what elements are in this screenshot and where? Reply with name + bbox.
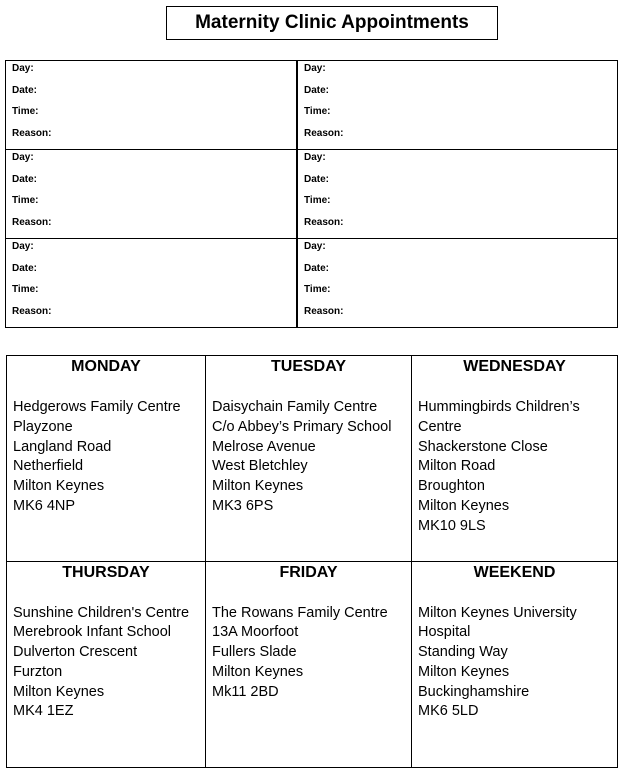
- clinic-address-line: Milton Keynes: [13, 478, 105, 495]
- clinic-address-line: Hummingbirds Children’s: [418, 399, 580, 415]
- clinic-address-line: Milton Keynes: [418, 497, 510, 514]
- clinic-monday: [7, 356, 206, 562]
- appointment-field-label: Date:: [304, 173, 330, 185]
- clinic-wednesday: [412, 356, 617, 562]
- appointment-field-label: Reason:: [12, 216, 52, 228]
- clinic-day-heading: TUESDAY: [271, 358, 346, 375]
- clinic-address-line: Hedgerows Family Centre: [13, 399, 181, 415]
- clinic-address-line: The Rowans Family Centre: [212, 604, 388, 621]
- clinic-address-line: Milton Keynes: [212, 478, 304, 495]
- clinic-address-line: West Bletchley: [212, 458, 308, 475]
- clinic-address-line: Milton Keynes University: [418, 604, 577, 621]
- clinic-address-line: MK3 6PS: [212, 497, 274, 514]
- appointment-slot: [6, 150, 298, 239]
- clinic-address-line: MK6 4NP: [13, 497, 76, 514]
- appointment-field-label: Reason:: [12, 305, 52, 317]
- appointment-slot: [298, 150, 617, 239]
- clinic-day-heading: FRIDAY: [279, 563, 338, 581]
- clinic-address-line: Melrose Avenue: [212, 438, 316, 455]
- clinic-address-line: Centre: [418, 418, 462, 435]
- clinic-address-line: Shackerstone Close: [418, 438, 548, 455]
- clinic-address-line: Dulverton Crescent: [13, 644, 138, 661]
- appointment-field-label: Day:: [304, 152, 326, 163]
- appointment-slot: [298, 61, 617, 150]
- appointment-field-label: Date:: [12, 84, 38, 96]
- clinic-address-line: Milton Keynes: [212, 663, 304, 680]
- appointment-field-label: Date:: [12, 262, 38, 274]
- clinic-address-line: Buckinghamshire: [418, 683, 530, 700]
- clinic-address-line: MK4 1EZ: [13, 703, 74, 720]
- appointment-field-label: Date:: [12, 173, 38, 185]
- clinic-address-line: Fullers Slade: [212, 644, 297, 661]
- appointment-grid: [5, 60, 618, 328]
- clinic-day-heading: MONDAY: [71, 358, 141, 375]
- clinic-address-line: Furzton: [13, 663, 63, 680]
- clinic-address-line: C/o Abbey’s Primary School: [212, 418, 392, 435]
- clinic-address-line: Milton Road: [418, 458, 496, 475]
- appointment-field-label: Time:: [12, 195, 39, 206]
- appointment-field-label: Date:: [304, 262, 330, 274]
- appointment-slot: [6, 239, 298, 327]
- clinic-address-line: Netherfield: [13, 458, 84, 475]
- clinic-address-line: MK10 9LS: [418, 517, 486, 534]
- appointment-field-label: Day:: [12, 152, 34, 163]
- clinic-schedule: [6, 355, 618, 768]
- page-title: Maternity Clinic Appointments: [166, 6, 498, 40]
- appointment-field-label: Reason:: [12, 127, 52, 139]
- clinic-address-line: Merebrook Infant School: [13, 624, 171, 641]
- clinic-address-line: Mk11 2BD: [212, 683, 279, 700]
- clinic-address-line: Playzone: [13, 418, 73, 435]
- appointment-field-label: Date:: [304, 84, 330, 96]
- appointment-field-label: Reason:: [304, 216, 344, 228]
- appointment-field-label: Day:: [12, 63, 34, 74]
- appointment-field-label: Time:: [12, 106, 39, 117]
- appointment-field-label: Time:: [304, 106, 331, 117]
- appointment-slot: [6, 61, 298, 150]
- clinic-address-line: 13A Moorfoot: [212, 624, 299, 641]
- appointment-slot: [298, 239, 617, 327]
- clinic-day-heading: THURSDAY: [62, 563, 150, 581]
- appointment-field-label: Reason:: [304, 305, 344, 317]
- clinic-address-line: Langland Road: [13, 438, 112, 455]
- clinic-address-line: Milton Keynes: [13, 683, 105, 700]
- appointment-field-label: Time:: [304, 284, 331, 295]
- clinic-address-line: Broughton: [418, 478, 485, 495]
- clinic-address-line: Daisychain Family Centre: [212, 399, 378, 415]
- clinic-tuesday: [206, 356, 412, 562]
- appointment-field-label: Reason:: [304, 127, 344, 139]
- appointment-field-label: Day:: [12, 241, 34, 252]
- appointment-field-label: Time:: [304, 195, 331, 206]
- clinic-friday: [206, 562, 412, 768]
- appointment-field-label: Day:: [304, 241, 326, 252]
- clinic-thursday: [7, 562, 206, 768]
- clinic-weekend: [412, 562, 617, 768]
- clinic-address-line: Milton Keynes: [418, 663, 510, 680]
- appointment-field-label: Time:: [12, 284, 39, 295]
- clinic-day-heading: WEDNESDAY: [463, 358, 566, 375]
- appointment-field-label: Day:: [304, 63, 326, 74]
- clinic-address-line: Standing Way: [418, 644, 508, 661]
- clinic-address-line: Hospital: [418, 624, 471, 641]
- clinic-address-line: MK6 5LD: [418, 703, 479, 720]
- clinic-day-heading: WEEKEND: [473, 563, 556, 581]
- clinic-address-line: Sunshine Children's Centre: [13, 604, 190, 621]
